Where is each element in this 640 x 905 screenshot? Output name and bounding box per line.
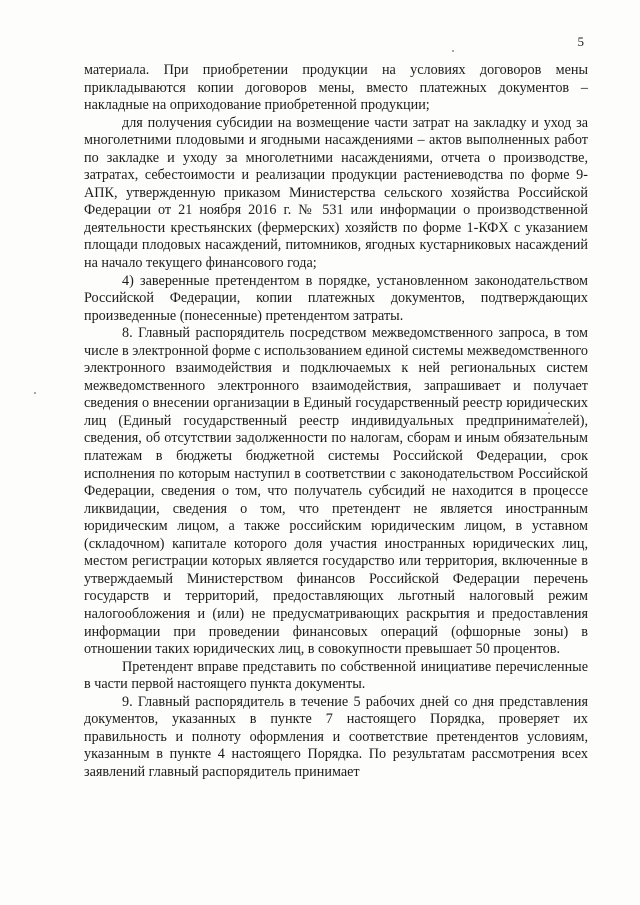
paragraph-clause-8: 8. Главный распорядитель посредством межведомственного запроса, в том числе в электронной форме с использованием единой системы межведомственного электронного взаимодействия и подключаемых к ней региональных систем межведомственного электронного взаимодействия, запрашивает и получает сведения о внесении организации в Единый государственный реестр юридических лиц (Единый государственный реестр индивидуальных предпринимателей), сведения, об отсутствии задолженности по налогам, сборам и иным обязательным платежам в бюджеты бюджетной системы Российской Федерации, срок исполнения по которым наступил в соответствии с законодательством Российской Федерации, сведения о том, что получатель субсидий не находится в процессе ликвидации, сведения о том, что претендент не является иностранным юридическим лицом, а также российским юридическим лицом, в уставном (складочном) капитале которого доля участия иностранных юридических лиц, местом регистрации которых является государство или территория, включенные в утверждаемый Министерством финансов Российской Федерации перечень государств и территорий, предоставляющих льготный налоговый режим налогообложения и (или) не предусматривающих раскрытия и предоставления информации при проведении финансовых операций (офшорные зоны) в отношении таких юридических лиц, в совокупности превышает 50 процентов. bbox=[84, 325, 588, 658]
document-body bbox=[84, 62, 588, 781]
paragraph-applicant-right: Претендент вправе представить по собственной инициативе перечисленные в части первой настоящего пункта документы. bbox=[84, 658, 588, 693]
paragraph-clause-9: 9. Главный распорядитель в течение 5 рабочих дней со дня представления документов, указанных в пункте 7 настоящего Порядка, проверяет их правильность и полноту оформления и соответствие претендентов условиям, указанным в пункте 4 настоящего Порядка. По результатам рассмотрения всех заявлений главный распорядитель принимает bbox=[84, 693, 588, 780]
page-number: 5 bbox=[577, 34, 584, 49]
paragraph-item-4: 4) заверенные претендентом в порядке, установленном законодательством Российской Федерации, копии платежных документов, подтверждающих произведенные (понесенные) претендентом затраты. bbox=[84, 272, 588, 324]
scan-speck bbox=[452, 50, 454, 52]
scan-speck bbox=[34, 392, 36, 394]
paragraph-subsidy-orchards: для получения субсидии на возмещение части затрат на закладку и уход за многолетними плодовыми и ягодными насаждениями – актов выполненных работ по закладке и уходу за многолетними насаждениями, отчета о производстве, затратах, себестоимости и реализации продукции растениеводства по форме 9-АПК, утвержденную приказом Министерства сельского хозяйства Российской Федерации от 21 ноября 2016 г. № 531 или информации о производственной деятельности крестьянских (фермерских) хозяйств по форме 1-КФХ с указанием площади плодовых насаждений, питомников, ягодных кустарниковых насаждений на начало текущего финансового года; bbox=[84, 114, 588, 272]
paragraph-continuation: материала. При приобретении продукции на условиях договоров мены прикладываются копии договоров мены, вместо платежных документов – накладные на оприходование приобретенной продукции; bbox=[84, 62, 588, 114]
